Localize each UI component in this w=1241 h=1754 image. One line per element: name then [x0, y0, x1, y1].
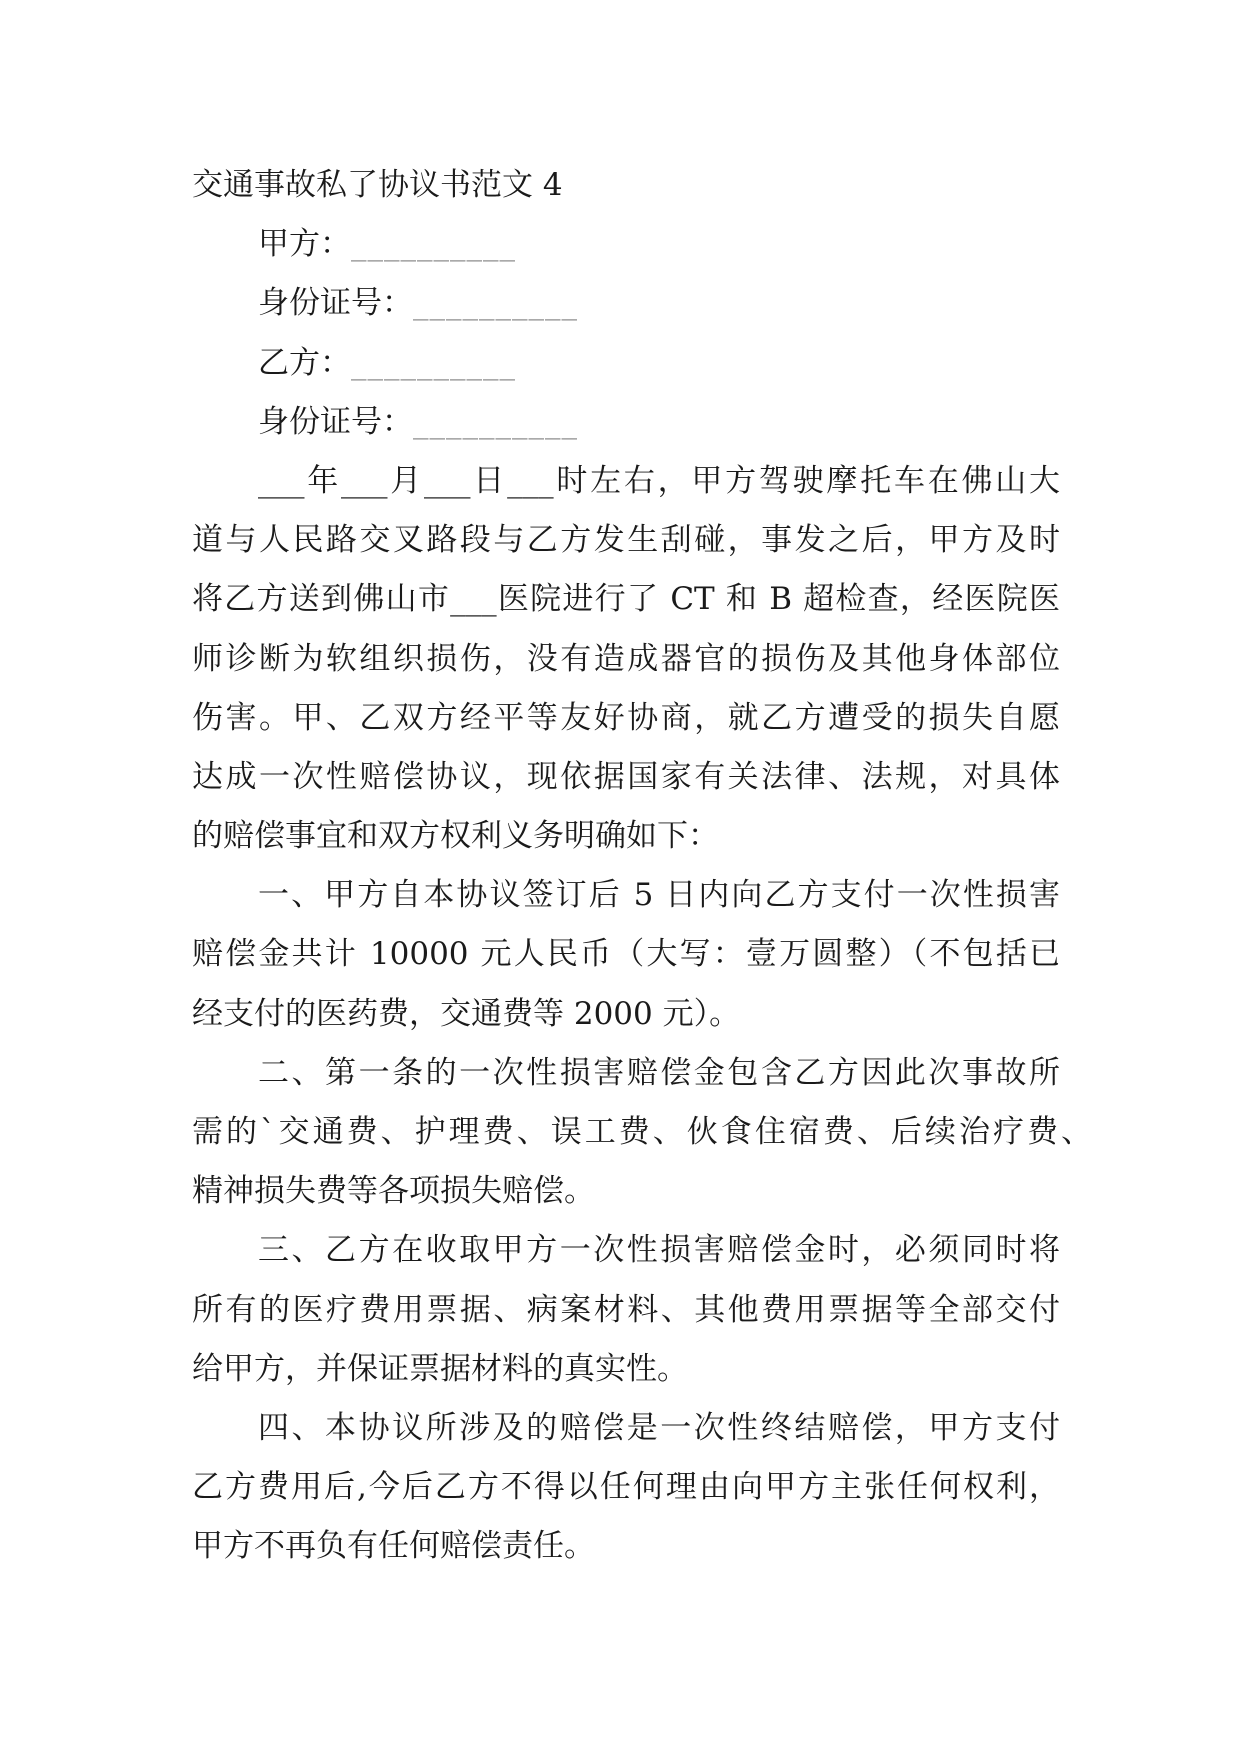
field-party-b-id [192, 393, 1060, 452]
paragraph-line: 道与人民路交叉路段与乙方发生刮碰，事发之后，甲方及时 [192, 522, 1060, 559]
paragraph-line: 赔偿金共计 10000 元人民币（大写：壹万圆整）（不包括已 [192, 936, 1060, 973]
paragraph-line: 给甲方，并保证票据材料的真实性。 [192, 1350, 688, 1387]
paragraph [192, 452, 1060, 866]
field-label: 身份证号： [258, 403, 413, 440]
paragraph-line: ___年___月___日___时左右，甲方驾驶摩托车在佛山大 [258, 462, 1060, 499]
paragraph [192, 1221, 1060, 1399]
paragraph-line: 达成一次性赔偿协议，现依据国家有关法律、法规，对具体 [192, 758, 1060, 795]
fill-blank: __________ [413, 403, 578, 440]
field-party-a-id [192, 274, 1060, 333]
field-label: 身份证号： [258, 285, 413, 322]
fill-blank: __________ [351, 344, 516, 381]
document-title: 交通事故私了协议书范文 4 [192, 167, 563, 203]
field-label: 乙方： [258, 344, 351, 381]
field-party-b [192, 334, 1060, 393]
paragraph-line: 需的`交通费、护理费、误工费、伙食住宿费、后续治疗费、 [192, 1114, 1092, 1150]
paragraph-line: 二、第一条的一次性损害赔偿金包含乙方因此次事故所 [258, 1054, 1060, 1091]
paragraph [192, 866, 1060, 1044]
field-party-a [192, 215, 1060, 274]
paragraph-line: 将乙方送到佛山市___医院进行了 CT 和 B 超检查，经医院医 [192, 581, 1060, 618]
document-page [192, 156, 1092, 1577]
paragraph-line: 师诊断为软组织损伤，没有造成器官的损伤及其他身体部位 [192, 640, 1060, 677]
agreement-body [192, 452, 1092, 1577]
paragraph [192, 1044, 1092, 1222]
fill-blank: __________ [413, 285, 578, 322]
paragraph-line: 甲方不再负有任何赔偿责任。 [192, 1528, 595, 1565]
paragraph-line: 四、本协议所涉及的赔偿是一次性终结赔偿，甲方支付 [258, 1409, 1060, 1446]
paragraph-line: 经支付的医药费，交通费等 2000 元）。 [192, 995, 741, 1032]
paragraph-line: 精神损失费等各项损失赔偿。 [192, 1173, 595, 1210]
paragraph-line: 的赔偿事宜和双方权利义务明确如下： [192, 818, 719, 855]
paragraph-line: 三、乙方在收取甲方一次性损害赔偿金时，必须同时将 [258, 1232, 1060, 1269]
paragraph-line: 乙方费用后,今后乙方不得以任何理由向甲方主张任何权利， [192, 1469, 1060, 1506]
paragraph-line: 所有的医疗费用票据、病案材料、其他费用票据等全部交付 [192, 1291, 1060, 1328]
fill-blank: __________ [351, 226, 516, 263]
paragraph-line: 伤害。甲、乙双方经平等友好协商，就乙方遭受的损失自愿 [192, 699, 1060, 736]
field-label: 甲方： [258, 226, 351, 263]
paragraph-line: 一、甲方自本协议签订后 5 日内向乙方支付一次性损害 [258, 877, 1060, 914]
paragraph [192, 1399, 1060, 1577]
